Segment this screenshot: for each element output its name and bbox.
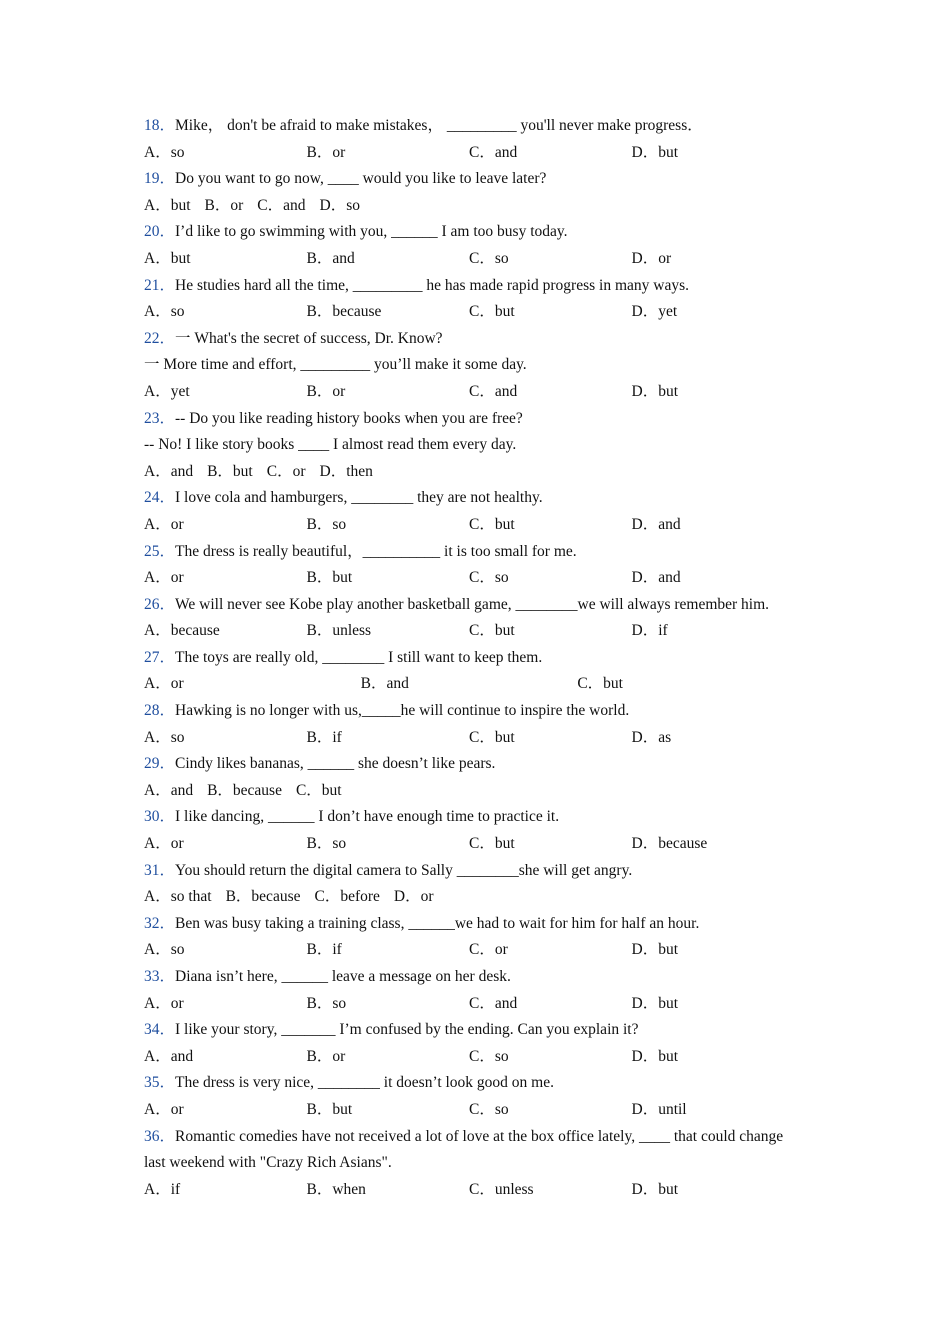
question-stem: [144, 113, 794, 140]
answer-option: B．and: [306, 249, 355, 267]
answer-option: D．or: [393, 888, 434, 906]
answer-option: B．and: [360, 675, 409, 693]
question-text: I like dancing, ______ I don’t have enough time to practice it.: [175, 808, 560, 826]
answer-option: A．but: [144, 196, 191, 214]
question-stem: [144, 645, 794, 672]
answer-option: B．if: [306, 728, 342, 746]
question-number: 30．: [144, 808, 176, 826]
answer-option: D．but: [631, 994, 679, 1012]
question-number: 26．: [144, 595, 176, 613]
answer-option: A．so: [144, 728, 185, 746]
answer-option: C．but: [469, 835, 515, 853]
question-item: [144, 166, 794, 219]
answer-option: A．and: [144, 781, 194, 799]
answer-option: D．and: [631, 515, 681, 533]
answer-options: [144, 884, 794, 911]
answer-option: A．if: [144, 1180, 181, 1198]
answer-option: B．because: [207, 781, 282, 799]
question-item: [144, 698, 794, 751]
answer-option: C．before: [314, 888, 380, 906]
question-item: [144, 326, 794, 406]
answer-options: [144, 671, 794, 698]
answer-option: C．unless: [469, 1180, 534, 1198]
question-number: 21．: [144, 276, 176, 294]
question-text: -- No! I like story books ____ I almost read them every day.: [144, 436, 517, 454]
question-text: 一 What's the secret of success, Dr. Know?: [175, 329, 443, 347]
answer-option: B．unless: [306, 622, 372, 640]
answer-option: A．or: [144, 569, 184, 587]
question-stem: [144, 698, 794, 725]
question-item: [144, 858, 794, 911]
question-item: [144, 911, 794, 964]
question-text: Ben was busy taking a training class, ______we had to wait for him for half an hour.: [175, 914, 700, 932]
question-item: [144, 751, 794, 804]
question-text: Hawking is no longer with us,_____he will continue to inspire the world.: [175, 702, 630, 720]
answer-option: D．as: [631, 728, 672, 746]
answer-options: [144, 193, 794, 220]
answer-option: A．so: [144, 143, 185, 161]
question-number: 29．: [144, 755, 176, 773]
answer-option: B．or: [204, 196, 244, 214]
answer-option: A．so: [144, 941, 185, 959]
question-stem-line: [144, 432, 794, 459]
answer-option: D．and: [631, 569, 681, 587]
answer-option: C．but: [469, 622, 515, 640]
question-number: 33．: [144, 968, 176, 985]
question-item: [144, 1017, 794, 1070]
answer-options: [144, 512, 794, 539]
question-text: Mike， don't be afraid to make mistakes， _________ you'll never make progress．: [175, 117, 703, 134]
answer-option: A．or: [144, 675, 184, 693]
question-number: 34．: [144, 1021, 176, 1039]
answer-options: [144, 140, 794, 167]
answer-option: C．so: [469, 249, 509, 267]
answer-option: C．so: [469, 1047, 509, 1065]
question-number: 23．: [144, 409, 176, 427]
answer-option: C．but: [577, 675, 623, 693]
question-stem: [144, 1124, 794, 1177]
answer-option: A．so that: [144, 888, 212, 906]
question-number: 24．: [144, 489, 176, 507]
answer-option: B．but: [306, 1100, 353, 1118]
answer-option: A．or: [144, 835, 184, 853]
answer-option: C．so: [469, 569, 509, 587]
answer-options: [144, 459, 794, 486]
question-stem: [144, 964, 794, 991]
answer-options: [144, 379, 794, 406]
question-number: 20．: [144, 223, 176, 241]
question-number: 25．: [144, 542, 176, 560]
question-stem: [144, 592, 794, 619]
answer-options: [144, 565, 794, 592]
answer-option: C．and: [257, 196, 306, 214]
question-stem: [144, 1017, 794, 1044]
answer-option: A．and: [144, 462, 194, 480]
question-item: [144, 406, 794, 486]
question-text: Do you want to go now, ____ would you like to leave later?: [175, 170, 547, 188]
question-item: [144, 645, 794, 698]
answer-option: A．but: [144, 249, 191, 267]
answer-option: B．but: [306, 569, 353, 587]
question-item: [144, 113, 794, 166]
question-text: You should return the digital camera to Sally ________she will get angry.: [175, 861, 633, 879]
question-stem: [144, 858, 794, 885]
answer-option: C．so: [469, 1100, 509, 1118]
answer-options: [144, 725, 794, 752]
question-text: We will never see Kobe play another basketball game, ________we will always remember him.: [175, 595, 770, 613]
answer-option: A．or: [144, 515, 184, 533]
question-number: 28．: [144, 702, 176, 720]
answer-option: C．or: [266, 462, 306, 480]
question-stem: [144, 273, 794, 300]
question-number: 22．: [144, 329, 176, 347]
answer-option: D．until: [631, 1100, 687, 1118]
answer-option: C．or: [469, 941, 508, 959]
question-number: 31．: [144, 861, 176, 879]
answer-options: [144, 831, 794, 858]
question-number: 32．: [144, 914, 176, 932]
answer-option: B．so: [306, 515, 347, 533]
answer-option: C．but: [469, 728, 515, 746]
question-text: 一 More time and effort, _________ you’ll make it some day.: [144, 356, 527, 374]
answer-options: [144, 1097, 794, 1124]
answer-option: D．or: [631, 249, 672, 267]
answer-option: B．or: [306, 143, 346, 161]
question-stem: [144, 539, 794, 566]
answer-options: [144, 937, 794, 964]
answer-option: B．or: [306, 382, 346, 400]
answer-option: B．so: [306, 994, 347, 1012]
question-number: 27．: [144, 648, 176, 666]
answer-option: D．but: [631, 1047, 679, 1065]
question-number: 36．: [144, 1127, 176, 1145]
question-stem: [144, 326, 794, 353]
answer-option: B．because: [225, 888, 301, 906]
question-text: I love cola and hamburgers, ________ they are not healthy.: [175, 489, 543, 507]
answer-option: D．but: [631, 1180, 679, 1198]
question-stem: [144, 751, 794, 778]
answer-option: A．or: [144, 994, 184, 1012]
answer-option: D．but: [631, 382, 679, 400]
answer-option: B．or: [306, 1047, 346, 1065]
answer-option: D．but: [631, 941, 679, 959]
answer-options: [144, 299, 794, 326]
answer-option: C．but: [295, 781, 342, 799]
answer-option: C．and: [469, 994, 518, 1012]
question-text: -- Do you like reading history books when you are free?: [175, 409, 523, 427]
question-item: [144, 485, 794, 538]
question-stem: [144, 1070, 794, 1097]
answer-option: B．because: [306, 303, 382, 321]
question-text: Romantic comedies have not received a lot of love at the box office lately, ____ that could change last weekend with "Crazy Rich Asians".: [144, 1127, 784, 1172]
answer-option: A．so: [144, 303, 185, 321]
answer-option: A．and: [144, 1047, 194, 1065]
question-text: Diana isn’t here, ______ leave a message on her desk.: [175, 968, 511, 985]
question-text: He studies hard all the time, _________ he has made rapid progress in many ways.: [175, 276, 689, 294]
question-item: [144, 273, 794, 326]
question-stem: [144, 804, 794, 831]
answer-options: [144, 778, 794, 805]
answer-option: B．so: [306, 835, 347, 853]
answer-option: A．or: [144, 1100, 184, 1118]
question-text: Cindy likes bananas, ______ she doesn’t like pears.: [175, 755, 496, 773]
answer-options: [144, 1177, 794, 1204]
question-text: The toys are really old, ________ I still want to keep them.: [175, 648, 543, 666]
question-number: 19．: [144, 170, 176, 188]
question-stem: [144, 406, 794, 433]
answer-options: [144, 246, 794, 273]
question-text: The dress is very nice, ________ it doesn’t look good on me.: [175, 1074, 554, 1092]
question-stem: [144, 166, 794, 193]
answer-option: D．if: [631, 622, 668, 640]
question-list: [144, 113, 794, 1203]
answer-options: [144, 991, 794, 1018]
question-text: The dress is really beautiful，__________ it is too small for me.: [175, 542, 577, 560]
answer-option: B．if: [306, 941, 342, 959]
question-number: 35．: [144, 1074, 176, 1092]
question-item: [144, 219, 794, 272]
answer-option: D．so: [319, 196, 360, 214]
answer-option: A．yet: [144, 382, 190, 400]
question-number: 18．: [144, 117, 176, 134]
answer-option: D．then: [319, 462, 373, 480]
answer-option: D．because: [631, 835, 708, 853]
question-stem: [144, 911, 794, 938]
answer-option: B．but: [207, 462, 253, 480]
question-stem-line: [144, 352, 794, 379]
question-stem: [144, 485, 794, 512]
answer-option: D．but: [631, 143, 679, 161]
question-item: [144, 539, 794, 592]
question-text: I’d like to go swimming with you, ______ I am too busy today.: [175, 223, 568, 241]
answer-option: C．and: [469, 382, 518, 400]
answer-options: [144, 618, 794, 645]
question-item: [144, 1070, 794, 1123]
answer-option: C．and: [469, 143, 518, 161]
question-item: [144, 804, 794, 857]
question-item: [144, 964, 794, 1017]
question-item: [144, 1124, 794, 1204]
answer-options: [144, 1044, 794, 1071]
answer-option: C．but: [469, 303, 515, 321]
question-item: [144, 592, 794, 645]
question-text: I like your story, _______ I’m confused by the ending. Can you explain it?: [175, 1021, 639, 1039]
question-stem: [144, 219, 794, 246]
answer-option: A．because: [144, 622, 220, 640]
answer-option: B．when: [306, 1180, 366, 1198]
answer-option: D．yet: [631, 303, 678, 321]
answer-option: C．but: [469, 515, 515, 533]
